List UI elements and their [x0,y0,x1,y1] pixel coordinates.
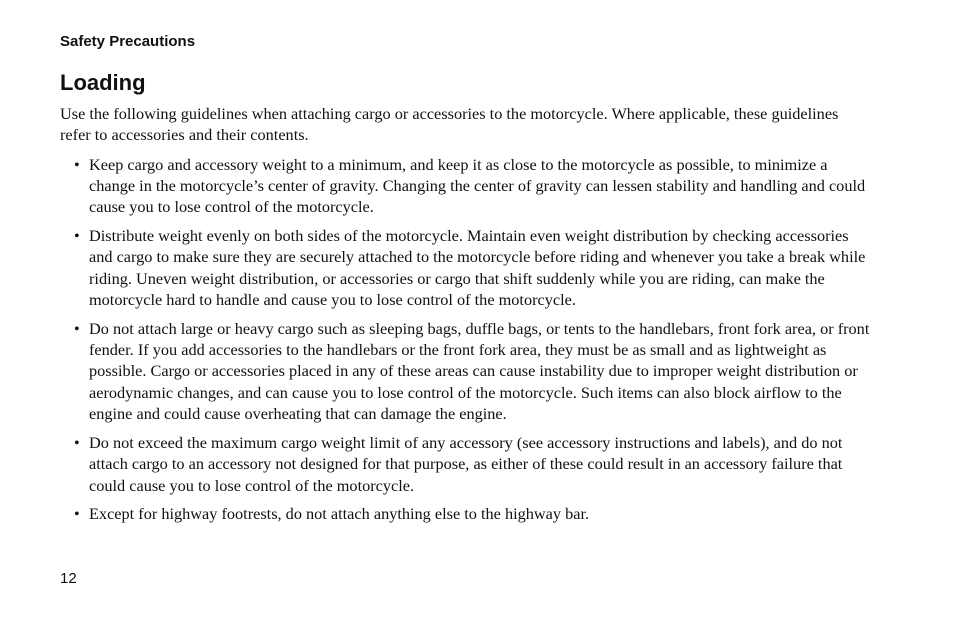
list-item [60,503,870,524]
bullet-icon: • [74,154,80,174]
list-item-text: Do not attach large or heavy cargo such as sleeping bags, duffle bags, or tents to the handlebars, front fork area, or front fender. If you add accessories to the handlebars or the front fork area, they must be as small and as lightweight as possible. Cargo or accessories placed in any of these areas can cause instability due to improper weight distribution or aerodynamic changes, and can cause you to lose control of the motorcycle. Such items can also block airflow to the engine and could cause overheating that can damage the engine. [89,318,870,424]
guideline-list [60,154,870,525]
bullet-icon: • [74,226,80,246]
list-item-text: Distribute weight evenly on both sides of the motorcycle. Maintain even weight distribution by checking accessories and cargo to make sure they are securely attached to the motorcycle before riding and whenever you take a break while riding. Uneven weight distribution, or accessories or cargo that shift suddenly while you are riding, can make the motorcycle hard to handle and cause you to lose control of the motorcycle. [89,226,866,309]
list-item-text: Keep cargo and accessory weight to a minimum, and keep it as close to the motorcycle as possible, to minimize a change in the motorcycle’s center of gravity. Changing the center of gravity can lessen stability and handling and could cause you to lose control of the motorcycle. [89,154,866,217]
list-item [60,154,870,218]
list-item-text: Except for highway footrests, do not attach anything else to the highway bar. [89,504,590,524]
list-item-text: Do not exceed the maximum cargo weight limit of any accessory (see accessory instructions and labels), and do not attach cargo to an accessory not designed for that purpose, as either of these could result in an accessory failure that could cause you to lose control of the motorcycle. [89,432,843,495]
bullet-icon: • [74,318,80,338]
page-title: Loading [60,70,146,95]
page-number: 12 [60,570,77,587]
list-item [60,225,870,310]
bullet-icon: • [74,432,80,452]
intro-paragraph: Use the following guidelines when attaching cargo or accessories to the motorcycle. Where applicable, these guidelines refer to accessories and their contents. [60,104,839,145]
body-content [60,103,870,532]
bullet-icon: • [74,504,80,524]
list-item [60,432,870,496]
list-item [60,318,870,424]
section-header: Safety Precautions [60,33,196,50]
